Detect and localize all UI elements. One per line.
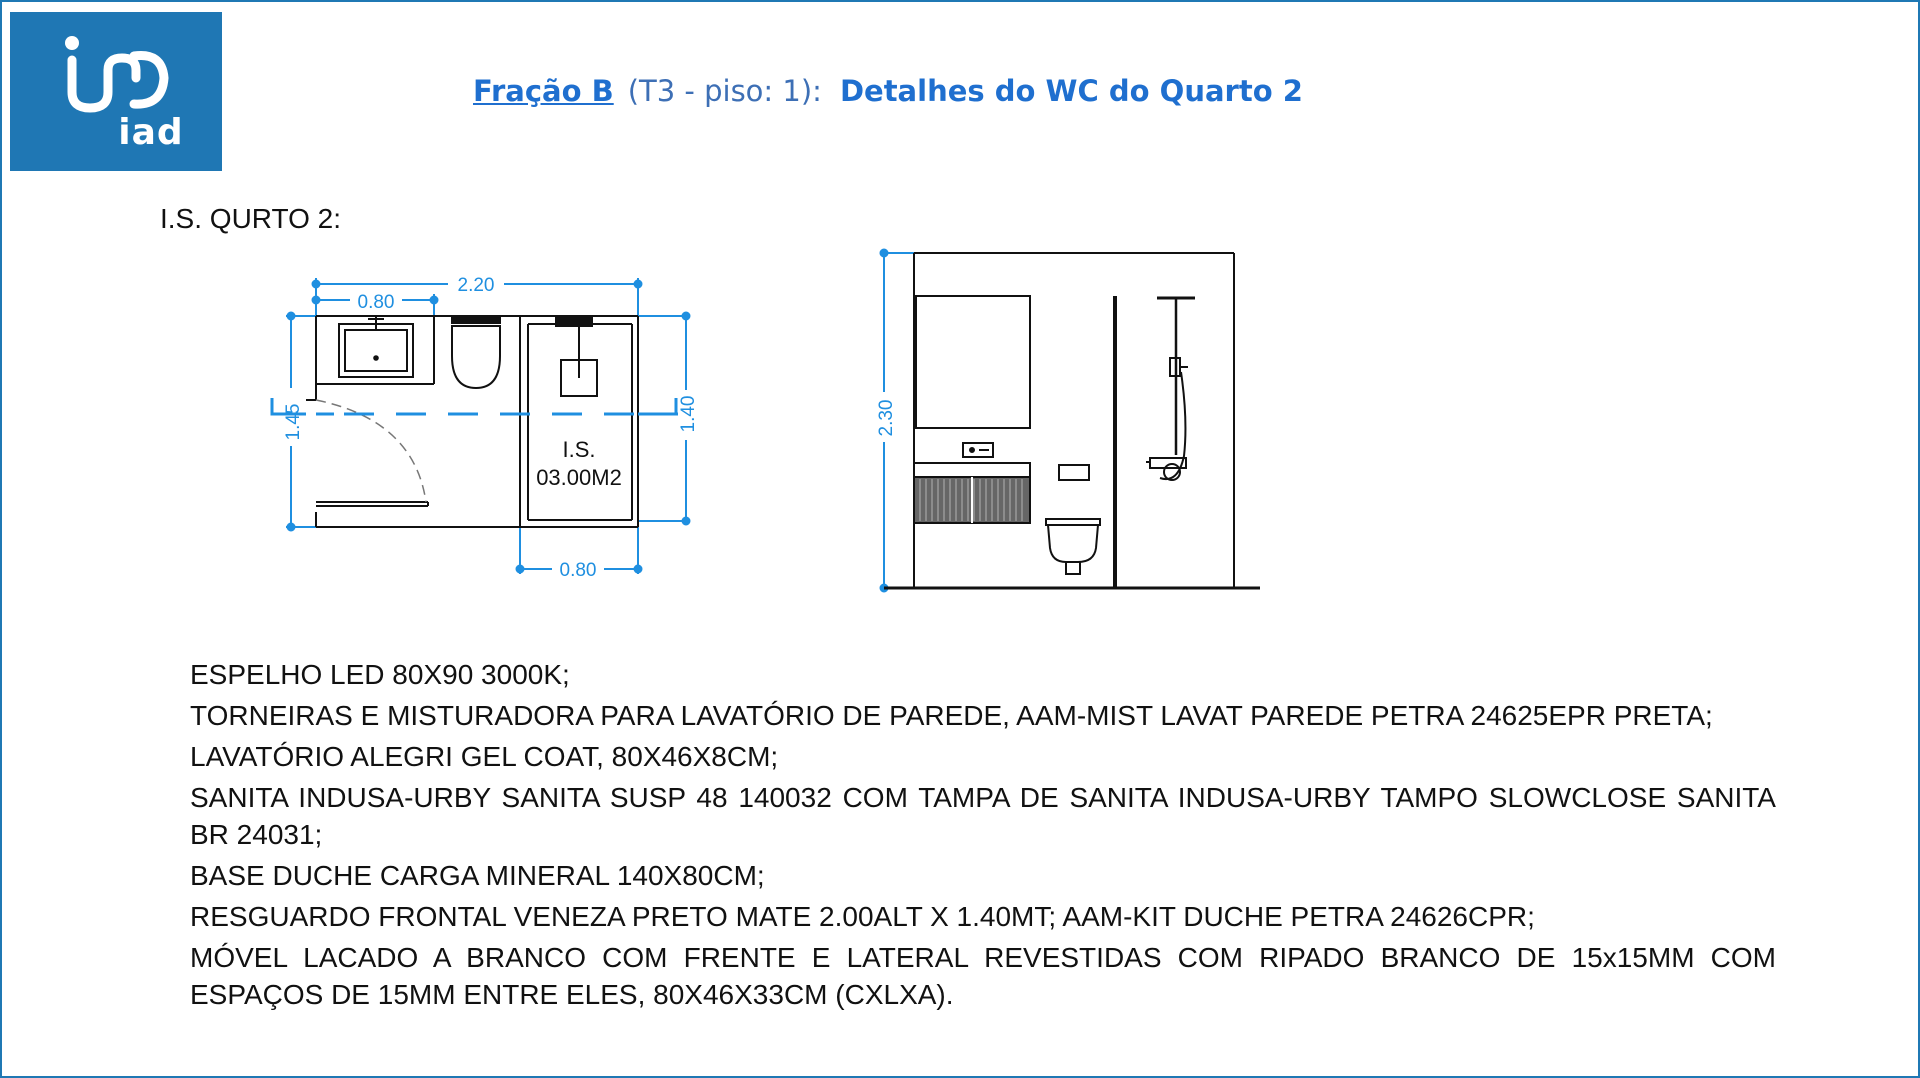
section-heading: I.S. QURTO 2: <box>160 203 342 234</box>
floor-plan <box>272 275 699 581</box>
faucet <box>963 443 993 457</box>
dim-elevation-height-label: 2.30 <box>876 399 897 437</box>
room-label: I.S. <box>562 437 596 462</box>
spec-item: SANITA INDUSA-URBY SANITA SUSP 48 140032 COM TAMPA DE SANITA INDUSA-URBY TAMPO SLOWCLOSE SANITA BR 24031; <box>190 782 1776 850</box>
section-cut-line <box>272 398 678 414</box>
dim-width-total-label: 2.20 <box>457 275 495 296</box>
flush-plate <box>1059 465 1089 480</box>
shower-column <box>1146 298 1195 480</box>
fraction-link[interactable]: Fração B <box>473 74 614 108</box>
mirror <box>916 296 1030 428</box>
plan-walls <box>306 316 638 527</box>
dim-sink-width-label: 0.80 <box>357 292 395 313</box>
sink-symbol <box>339 316 413 377</box>
subject-text: Detalhes do WC do Quarto 2 <box>839 74 1303 108</box>
dim-shower-width-label: 0.80 <box>559 560 597 581</box>
dim-left-height-label: 1.45 <box>283 403 304 441</box>
spec-item: LAVATÓRIO ALEGRI GEL COAT, 80X46X8CM; <box>190 741 779 772</box>
spec-item: BASE DUCHE CARGA MINERAL 140X80CM; <box>190 860 765 891</box>
spec-item: RESGUARDO FRONTAL VENEZA PRETO MATE 2.00ALT X 1.40MT; AAM-KIT DUCHE PETRA 24626CPR; <box>190 901 1535 932</box>
room-area: 03.00M2 <box>536 465 622 490</box>
logo-text: iad <box>118 112 184 153</box>
elevation-walls <box>884 253 1260 588</box>
spec-item: ESPELHO LED 80X90 3000K; <box>190 659 570 690</box>
toilet-elevation <box>1046 519 1100 574</box>
specification-list <box>190 656 1776 1017</box>
toilet-symbol <box>452 316 500 388</box>
shower-symbol <box>556 318 597 396</box>
spec-item: TORNEIRAS E MISTURADORA PARA LAVATÓRIO DE PAREDE, AAM-MIST LAVAT PAREDE PETRA 24625EPR PRETA; <box>190 700 1713 731</box>
typology-text: (T3 - piso: 1): <box>627 74 822 108</box>
spec-item: MÓVEL LACADO A BRANCO COM FRENTE E LATERAL REVESTIDAS COM RIPADO BRANCO DE 15x15MM COM ESPAÇOS DE 15MM ENTRE ELES, 80X46X33CM (CXLXA). <box>190 942 1776 1010</box>
dim-right-height-label: 1.40 <box>678 395 699 433</box>
elevation-drawing <box>876 250 1260 592</box>
